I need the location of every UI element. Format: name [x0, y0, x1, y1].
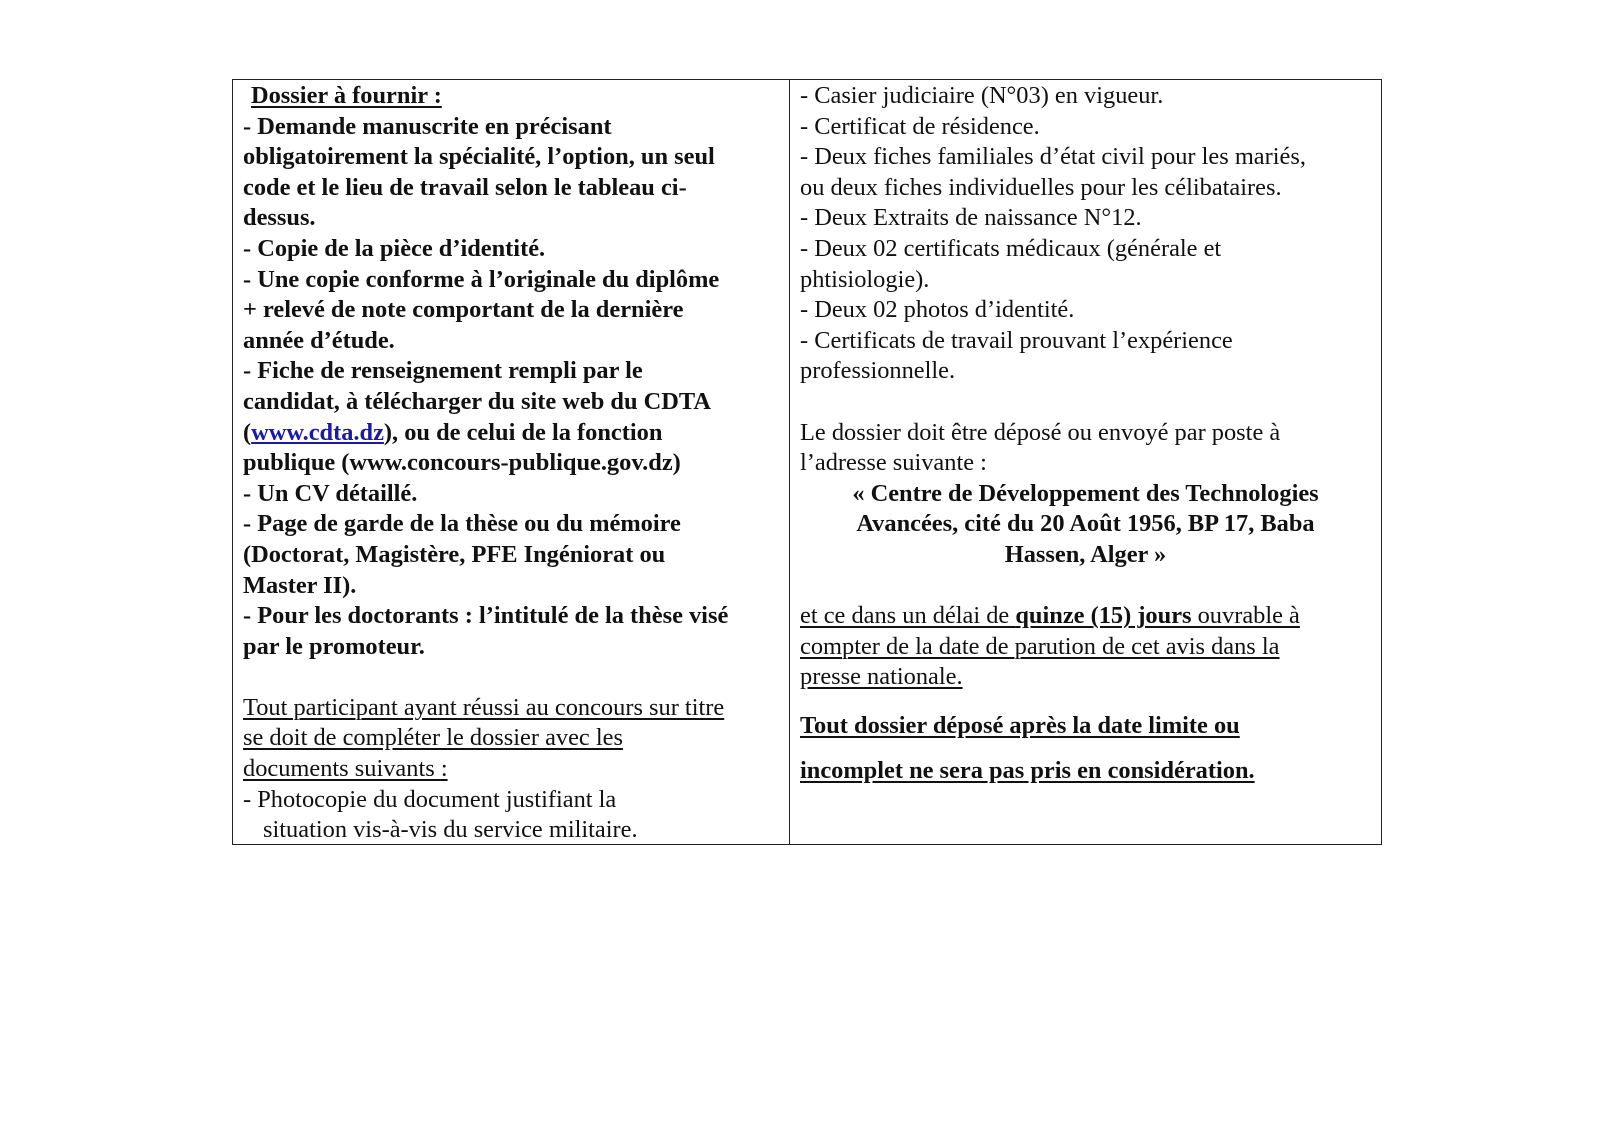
document-line: - Casier judiciaire (N°03) en vigueur. — [800, 82, 1164, 109]
address-line: « Centre de Développement des Technologies — [852, 479, 1319, 507]
delay-line — [800, 601, 1371, 632]
complement-line: Tout participant ayant réussi au concours sur titre — [243, 693, 725, 721]
spacer — [243, 662, 779, 693]
cdta-line-rest: ), ou de celui de la fonction — [383, 418, 663, 446]
dossier-title: Dossier à fournir : — [251, 82, 442, 109]
cdta-website-link[interactable]: www.cdta.dz — [251, 418, 384, 446]
spacer — [800, 387, 1371, 418]
delay-post: ouvrable à — [1191, 602, 1300, 630]
requirement-line: - Copie de la pièce d’identité. — [243, 234, 546, 262]
document-line: phtisiologie). — [800, 265, 930, 293]
right-column — [790, 80, 1381, 844]
deposit-line: Le dossier doit être déposé ou envoyé par poste à — [800, 418, 1281, 446]
military-line: - Photocopie du document justifiant la — [243, 785, 617, 813]
deposit-line: l’adresse suivante : — [800, 449, 987, 477]
complement-line: documents suivants : — [243, 755, 448, 783]
document-line: - Deux fiches familiales d’état civil pour les mariés, — [800, 143, 1306, 171]
spacer — [800, 571, 1371, 602]
requirement-line: - Fiche de renseignement rempli par le — [243, 357, 643, 385]
requirement-line: - Pour les doctorants : l’intitulé de la thèse visé — [243, 602, 729, 630]
requirement-line: publique (www.concours-publique.gov.dz) — [243, 449, 681, 477]
requirement-line: - Un CV détaillé. — [243, 479, 418, 507]
warning-line: incomplet ne sera pas pris en considération. — [800, 757, 1255, 785]
delay-pre: et ce dans un délai de — [800, 602, 1016, 630]
document-line: professionnelle. — [800, 357, 956, 385]
complement-line: se doit de compléter le dossier avec les — [243, 724, 623, 752]
delay-days: quinze (15) jours — [1015, 602, 1192, 630]
cdta-line — [243, 418, 779, 449]
requirement-line: (Doctorat, Magistère, PFE Ingéniorat ou — [243, 540, 666, 568]
military-line: situation vis-à-vis du service militaire. — [263, 816, 638, 844]
document-line: - Deux 02 photos d’identité. — [800, 296, 1075, 324]
document-line: ou deux fiches individuelles pour les célibataires. — [800, 173, 1282, 201]
requirement-line: - Page de garde de la thèse ou du mémoire — [243, 510, 681, 538]
left-column — [233, 80, 790, 844]
document-line: - Deux Extraits de naissance N°12. — [800, 204, 1142, 232]
address-line: Hassen, Alger » — [1004, 540, 1167, 568]
requirement-line: candidat, à télécharger du site web du CDTA — [243, 387, 711, 415]
document-line: - Certificat de résidence. — [800, 112, 1040, 140]
delay-line: presse nationale. — [800, 663, 963, 691]
requirement-line: année d’étude. — [243, 326, 395, 354]
requirement-line: obligatoirement la spécialité, l’option, un seul — [243, 143, 715, 171]
address-line: Avancées, cité du 20 Août 1956, BP 17, Baba — [856, 510, 1315, 538]
requirements-table — [232, 79, 1382, 845]
paren-open: ( — [243, 418, 252, 446]
requirement-line: code et le lieu de travail selon le tableau ci- — [243, 173, 687, 201]
requirement-line: Master II). — [243, 571, 357, 599]
requirement-line: dessus. — [243, 204, 316, 232]
requirement-line: + relevé de note comportant de la dernière — [243, 296, 684, 324]
warning-line: Tout dossier déposé après la date limite ou — [800, 711, 1240, 739]
document-line: - Certificats de travail prouvant l’expérience — [800, 326, 1233, 354]
document-line: - Deux 02 certificats médicaux (générale et — [800, 234, 1222, 262]
requirement-line: par le promoteur. — [243, 632, 425, 660]
delay-line: compter de la date de parution de cet avis dans la — [800, 632, 1280, 660]
requirement-line: - Demande manuscrite en précisant — [243, 112, 612, 140]
requirement-line: - Une copie conforme à l’originale du diplôme — [243, 265, 720, 293]
